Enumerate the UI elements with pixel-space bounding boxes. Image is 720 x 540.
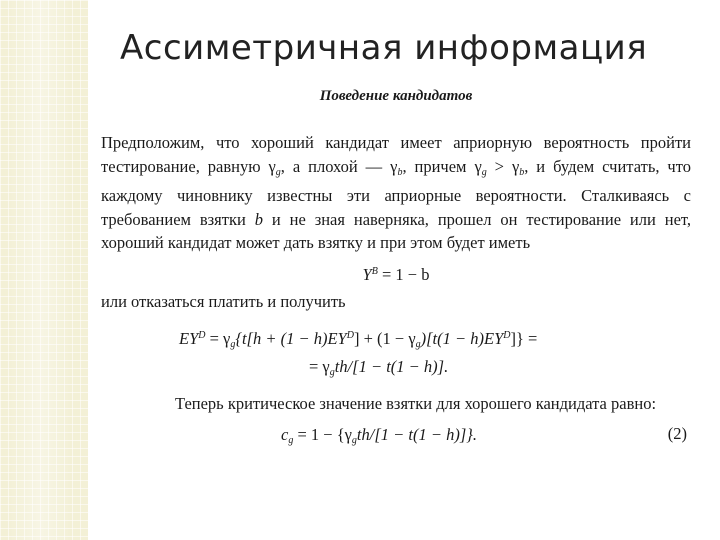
subscript: g — [275, 166, 281, 178]
formula-symbol: th/[1 − t(1 − h)]}. — [356, 424, 477, 444]
paragraph-1-text: , а плохой — γ — [280, 156, 398, 176]
paragraph-1-text: и не зная наверняка, прошел он тестирование или нет, хороший кандидат может дать взятку и при этом будет иметь — [101, 209, 691, 252]
paragraph-1-text: , причем γ — [402, 156, 482, 176]
equation-number: (2) — [667, 423, 687, 443]
formula-symbol: EY — [179, 329, 199, 348]
formula-symbol: th/[1 − t(1 − h)]. — [334, 357, 449, 376]
subscript: g — [329, 367, 335, 378]
paragraph-refuse: или отказаться платить и получить — [101, 291, 346, 311]
subscript: g — [481, 166, 487, 178]
superscript: D — [503, 330, 511, 341]
subscript: b — [519, 166, 525, 178]
paragraph-1-text: > γ — [486, 156, 520, 176]
decorative-side-band — [0, 0, 88, 540]
subscript: g — [288, 434, 294, 446]
formula-symbol: ]} = — [510, 329, 538, 348]
section-heading: Поведение кандидатов — [319, 88, 473, 104]
superscript: B — [371, 265, 378, 277]
subscript: g — [351, 434, 357, 446]
equation-row — [101, 424, 691, 448]
formula-bribe-payoff — [101, 261, 691, 286]
variable-b: b — [254, 209, 263, 229]
formula-symbol: ] + (1 − γ — [353, 329, 416, 348]
formula-symbol: = γ — [309, 357, 330, 376]
slide-title: Ассиметричная информация — [120, 28, 648, 68]
paragraph-1-text: Предположим, что хороший кандидат имеет априорную вероятность пройти тестирование, равную γ — [101, 133, 691, 176]
paragraph-2: Теперь критическое значение взятки для хорошего кандидата равно: — [175, 394, 657, 413]
formula-symbol: = 1 − b — [377, 264, 430, 284]
subscript: b — [397, 166, 403, 178]
superscript: D — [346, 330, 354, 341]
formula-symbol: Y — [362, 264, 372, 284]
subscript: g — [230, 339, 236, 350]
formula-symbol: = γ — [205, 329, 231, 348]
paragraph-1-text: , и будем считать, что каждому чиновнику известны эти априорные вероятности. Сталкиваясь с требованием взятки — [101, 156, 691, 229]
formula-symbol: )[t(1 − h)EY — [420, 329, 504, 348]
subscript: g — [415, 339, 421, 350]
document-body — [101, 84, 691, 448]
formula-symbol: {t[h + (1 − h)EY — [235, 329, 347, 348]
paragraph-1 — [101, 131, 691, 255]
formula-symbol: = 1 − {γ — [293, 424, 352, 444]
formula-critical-bribe — [281, 424, 477, 452]
formula-expected-payoff-simplified — [101, 356, 691, 384]
formula-symbol: c — [281, 424, 289, 444]
superscript: D — [198, 330, 206, 341]
formula-expected-payoff — [101, 325, 691, 356]
